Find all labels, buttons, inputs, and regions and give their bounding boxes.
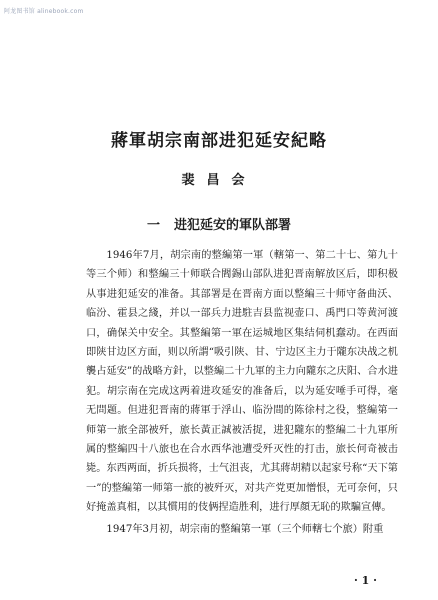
section-number: 一 [146, 218, 160, 233]
article-title: 蔣軍胡宗南部进犯延安紀略 [111, 131, 327, 151]
watermark: 阿龙图书馆 alinebook.com [4, 8, 84, 15]
page-number: · 1 · [354, 574, 377, 587]
body-text [86, 246, 398, 539]
paragraph-1: 1946年7月，胡宗南的整編第一軍（轄第一、第二十七、第九十等三个师）和整編三十师联合閻錫山部队进犯晋南解放区后，即积极从事进犯延安的准备。其部署是在晋南方面以整編三十师守备曲沃、临汾、霍县之綫，并以一部兵力进駐吉县监视壶口、禹門口等黄河渡口，确保关中安全。其整編第一軍在运城地区集结伺机蠢动。在西面即陕甘边区方面，则以所謂“吸引陕、甘、宁边区主力于隴东决战之机襲占延安”的战略方針，以整編二十九軍的主力向隴东之庆阳、合水进犯。胡宗南在完成这两着进攻延安的准备后，以为延安唾手可得，毫无問题。但进犯晋南的蔣軍于浮山、临汾間的陈徐村之役，整編第一师第一旅全部被歼，旅长黃正誠被活捉，进犯隴东的整編二十九軍所属的整編四十八旅也在合水西华池遭受歼灭性的打击，旅长何奇被击毙。东西两面，折兵损将，士气沮丧，尤其蔣胡精以起家号称“天下第一”的整編第一师第一旅的被歼灭，对共产党更加憎恨，无可奈何，只好掩盖真相，以其慣用的伎俩捏造胜利，进行厚顏无恥的欺騙宣傳。 [86, 250, 398, 514]
paragraph-2: 1947年3月初，胡宗南的整編第一軍（三个师轄七个旅）附重 [106, 523, 384, 535]
author-name: 裴昌会 [181, 173, 257, 188]
section-heading-text: 进犯延安的軍队部署 [174, 218, 292, 233]
section-heading [0, 214, 438, 233]
